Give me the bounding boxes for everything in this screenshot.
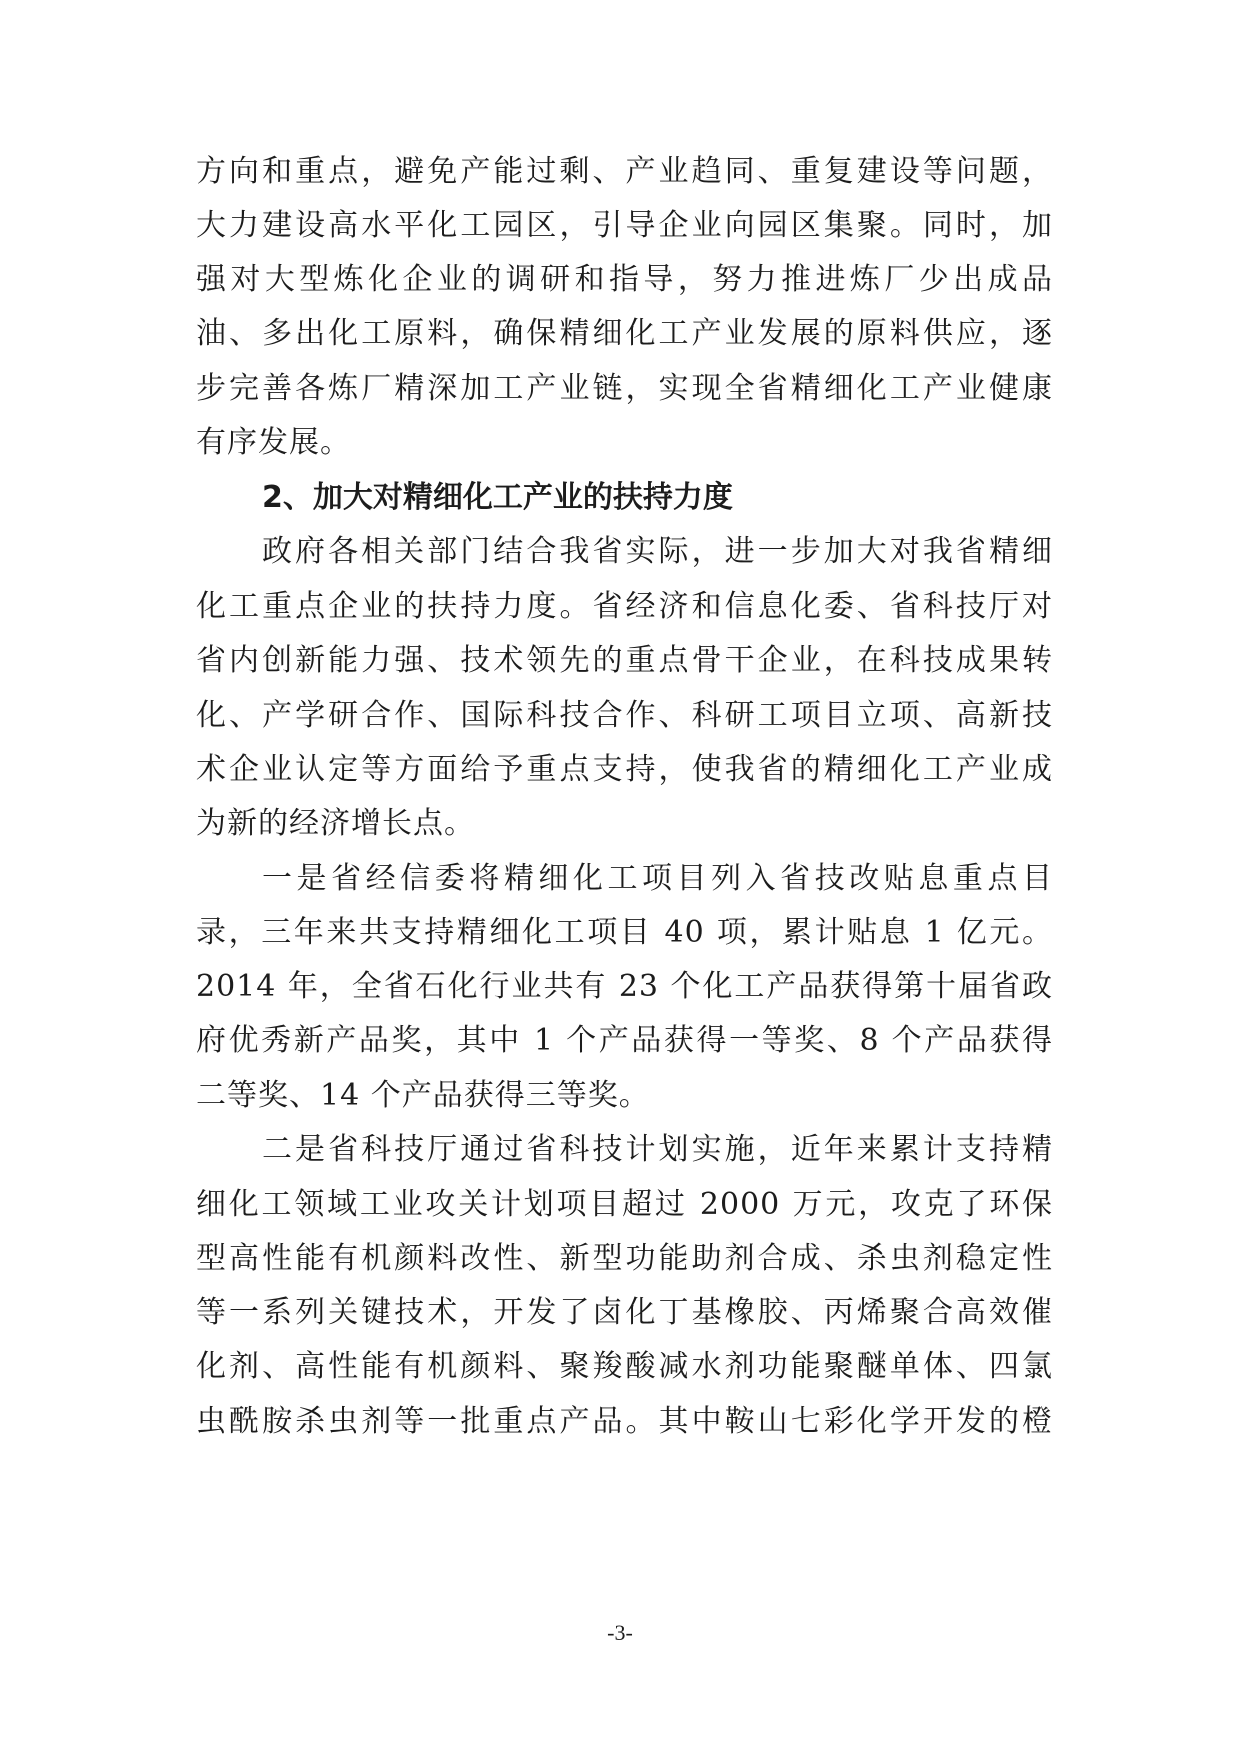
text-line: 录，三年来共支持精细化工项目 40 项，累计贴息 1 亿元。 bbox=[196, 915, 1053, 950]
text-line: 大力建设高水平化工园区，引导企业向园区集聚。同时，加 bbox=[196, 208, 1053, 243]
text-line: 化、产学研合作、国际科技合作、科研工项目立项、高新技 bbox=[196, 698, 1053, 733]
text-line: 术企业认定等方面给予重点支持，使我省的精细化工产业成 bbox=[196, 752, 1053, 787]
text-line: 化剂、高性能有机颜料、聚羧酸减水剂功能聚醚单体、四氯 bbox=[196, 1349, 1053, 1384]
text-line: 化工重点企业的扶持力度。省经济和信息化委、省科技厅对 bbox=[196, 589, 1053, 624]
text-line: 府优秀新产品奖，其中 1 个产品获得一等奖、8 个产品获得 bbox=[196, 1023, 1053, 1058]
text-line: 政府各相关部门结合我省实际，进一步加大对我省精细 bbox=[262, 534, 1053, 569]
text-line: 细化工领域工业攻关计划项目超过 2000 万元，攻克了环保 bbox=[196, 1187, 1053, 1222]
page-number: -3- bbox=[607, 1620, 633, 1645]
text-line: 等一系列关键技术，开发了卤化丁基橡胶、丙烯聚合高效催 bbox=[196, 1295, 1053, 1330]
text-line: 省内创新能力强、技术领先的重点骨干企业，在科技成果转 bbox=[196, 643, 1053, 678]
section-heading: 2、加大对精细化工产业的扶持力度 bbox=[262, 480, 733, 515]
text-line: 为新的经济增长点。 bbox=[196, 806, 475, 841]
text-line: 2014 年，全省石化行业共有 23 个化工产品获得第十届省政 bbox=[196, 969, 1053, 1004]
text-line: 一是省经信委将精细化工项目列入省技改贴息重点目 bbox=[262, 861, 1053, 896]
text-line: 强对大型炼化企业的调研和指导，努力推进炼厂少出成品 bbox=[196, 262, 1053, 297]
text-line: 步完善各炼厂精深加工产业链，实现全省精细化工产业健康 bbox=[196, 371, 1053, 406]
text-line: 方向和重点，避免产能过剩、产业趋同、重复建设等问题， bbox=[196, 154, 1053, 189]
text-line: 有序发展。 bbox=[196, 425, 351, 460]
text-line: 二是省科技厅通过省科技计划实施，近年来累计支持精 bbox=[262, 1132, 1053, 1167]
text-line: 二等奖、14 个产品获得三等奖。 bbox=[196, 1078, 650, 1113]
text-line: 型高性能有机颜料改性、新型功能助剂合成、杀虫剂稳定性 bbox=[196, 1241, 1053, 1276]
text-line: 油、多出化工原料，确保精细化工产业发展的原料供应，逐 bbox=[196, 316, 1053, 351]
text-line: 虫酰胺杀虫剂等一批重点产品。其中鞍山七彩化学开发的橙 bbox=[196, 1404, 1053, 1439]
